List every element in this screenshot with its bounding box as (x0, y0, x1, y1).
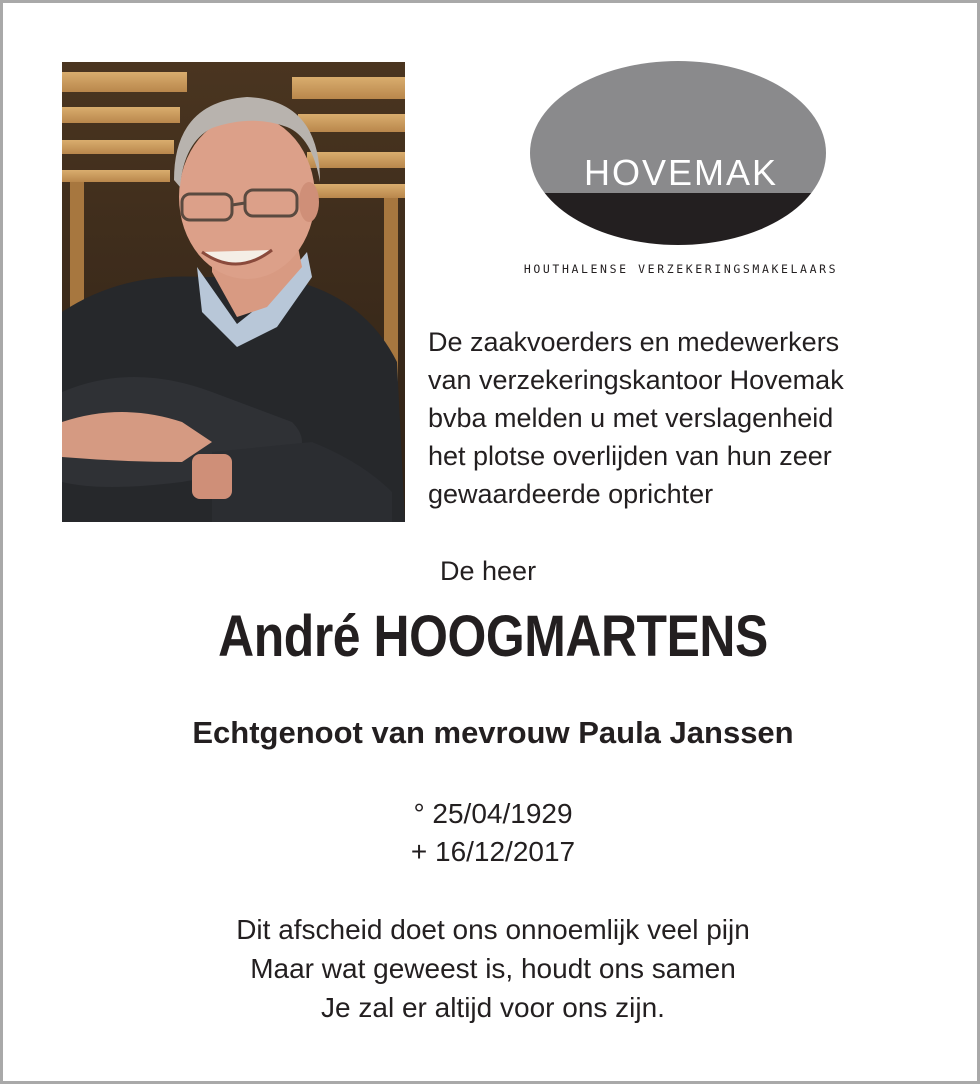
intro-line: De zaakvoerders en medewerkers (428, 327, 840, 357)
death-date: + 16/12/2017 (410, 836, 576, 867)
intro-line: gewaardeerde oprichter (428, 479, 714, 509)
logo-brand-text: HOVEMAK (583, 152, 779, 193)
salutation: De heer (440, 556, 537, 586)
life-dates (3, 795, 980, 871)
deceased-name: André HOOGMARTENS (218, 604, 768, 669)
intro-line: bvba melden u met verslagenheid (428, 403, 834, 433)
intro-text (428, 323, 948, 513)
verse-line: Dit afscheid doet ons onnoemlijk veel pijn (236, 914, 750, 945)
verse-line: Je zal er altijd voor ons zijn. (321, 992, 665, 1023)
verse-line: Maar wat geweest is, houdt ons samen (250, 953, 736, 984)
hovemak-logo (491, 61, 871, 281)
farewell-verse (3, 910, 980, 1027)
birth-date: ° 25/04/1929 (413, 798, 573, 829)
intro-line: van verzekeringskantoor Hovemak (428, 365, 844, 395)
spouse-line: Echtgenoot van mevrouw Paula Janssen (192, 715, 794, 750)
portrait-photo (62, 62, 405, 522)
intro-line: het plotse overlijden van hun zeer (428, 441, 832, 471)
logo-tagline: HOUTHALENSE VERZEKERINGSMAKELAARS (523, 262, 839, 276)
